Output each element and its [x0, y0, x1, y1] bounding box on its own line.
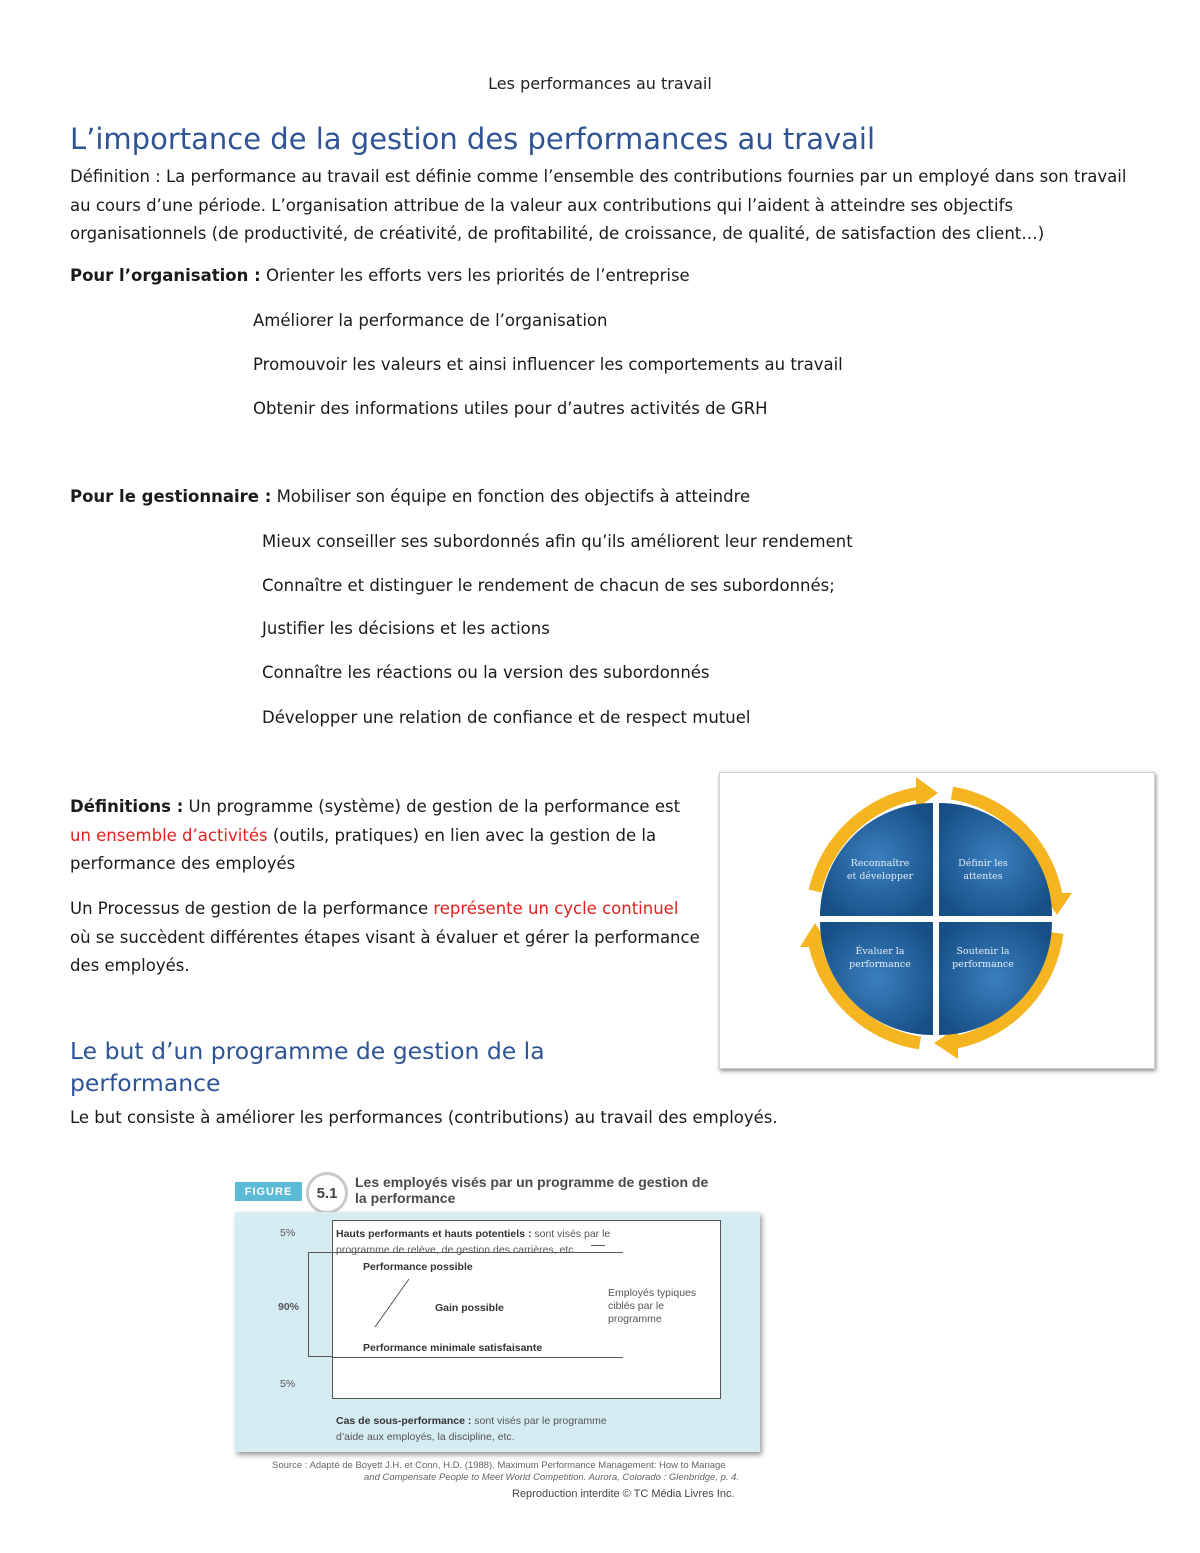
hauts-rest: sont visés par le [531, 1228, 611, 1240]
definition-label: Définition : [70, 167, 161, 186]
hauts-line2: programme de relève, de gestion des carrières, etc. [336, 1244, 577, 1256]
source-line2: and Compensate People to Meet World Competition. Aurora, Colorado : Glenbridge, p. 4. [364, 1472, 740, 1483]
gestionnaire-label: Pour le gestionnaire : [70, 487, 272, 506]
gestionnaire-item: Mieux conseiller ses subordonnés afin qu’ils améliorent leur rendement [262, 532, 853, 551]
cycle-label-support: Soutenir la [956, 946, 1010, 957]
employes-typiques [608, 1287, 720, 1326]
pct-top: 5% [280, 1227, 296, 1239]
section-heading-importance: L’importance de la gestion des performances au travail [70, 122, 876, 156]
organisation-item: Obtenir des informations utiles pour d’autres activités de GRH [253, 399, 768, 418]
gestionnaire-item: Mobiliser son équipe en fonction des objectifs à atteindre [276, 487, 751, 506]
gestionnaire-item: Justifier les décisions et les actions [262, 619, 550, 638]
definition-text: La performance au travail est définie comme l’ensemble des contributions fournies par un employé dans son travail au cours d’une période. L’organisation attribue de la valeur aux contributions qui l’aident à atteindre ses objectifs organisationnels (de productivité, de créativité, de profitabilité, de croissance, de qualité, de satisfaction des client…) [70, 167, 1127, 243]
gestionnaire-item: Développer une relation de confiance et de respect mutuel [262, 708, 751, 727]
cycle-label-define: attentes [963, 871, 1003, 882]
cycle-quadrants [820, 803, 1052, 1035]
divider-bottom [333, 1357, 623, 1358]
definitions-paragraph-2 [70, 895, 700, 981]
cycle-label-evaluate: Évaluer la [855, 946, 905, 957]
figure-badge: FIGURE [235, 1182, 302, 1201]
cycle-label-evaluate: performance [849, 959, 911, 970]
definitions-text: Un programme (système) de gestion de la performance est [183, 797, 681, 816]
cas-text [336, 1412, 666, 1444]
page-header-title: Les performances au travail [488, 74, 712, 93]
figure-source [272, 1460, 792, 1484]
cycle-arrowheads [800, 777, 1072, 1059]
process-text: où se succèdent différentes étapes visant à évaluer et gérer la performance des employés. [70, 927, 700, 975]
figure-title: Les employés visés par un programme de gestion de la performance [355, 1174, 709, 1206]
cycle-label-recognize: et développer [846, 871, 914, 882]
performance-cycle-diagram [719, 772, 1155, 1069]
section-heading-goal: Le but d’un programme de gestion de la performance [70, 1037, 545, 1097]
typiques-line2: ciblés par le programme [608, 1300, 665, 1325]
organisation-item-0-row [70, 266, 690, 285]
cas-line2: d’aide aux employés, la discipline, etc. [336, 1431, 515, 1443]
cycle-label-support: performance [952, 959, 1014, 970]
figure-number: 5.1 [306, 1172, 348, 1214]
definition-paragraph [70, 163, 1140, 249]
organisation-item: Promouvoir les valeurs et ainsi influencer les comportements au travail [253, 355, 843, 374]
pct-bottom: 5% [280, 1378, 296, 1390]
performance-possible: Performance possible [363, 1261, 473, 1273]
gain-line [373, 1277, 413, 1329]
cycle-arrows [815, 793, 1057, 1043]
gain-possible: Gain possible [435, 1302, 504, 1314]
organisation-label: Pour l’organisation : [70, 266, 261, 285]
figure-5-1 [230, 1168, 790, 1508]
typiques-line1: Employés typiques [608, 1287, 697, 1299]
source-line1: Source : Adapté de Boyett J.H. et Conn, H.D. (1988). Maximum Performance Management: How to Manage [272, 1460, 726, 1471]
bracket-bottom [308, 1356, 332, 1357]
goal-text: Le but consiste à améliorer les performances (contributions) au travail des employés. [70, 1108, 778, 1127]
pct-middle: 90% [278, 1301, 300, 1313]
figure-copyright: Reproduction interdite © TC Média Livres Inc. [512, 1488, 735, 1500]
organisation-item: Orienter les efforts vers les priorités de l’entreprise [265, 266, 690, 285]
cas-bold: Cas de sous-performance : [336, 1415, 472, 1427]
process-highlight: représente un cycle continuel [433, 899, 679, 918]
gestionnaire-item: Connaître et distinguer le rendement de chacun de ses subordonnés; [262, 576, 835, 595]
definitions-paragraph-1 [70, 793, 700, 879]
tick-top [591, 1245, 605, 1246]
performance-minimale: Performance minimale satisfaisante [363, 1342, 543, 1354]
gestionnaire-item: Connaître les réactions ou la version des subordonnés [262, 663, 710, 682]
gestionnaire-item-0-row [70, 487, 750, 506]
performance-cycle-svg [720, 773, 1154, 1068]
bracket-side [308, 1252, 309, 1356]
divider-top [333, 1252, 623, 1253]
cycle-label-recognize: Reconnaître [850, 858, 910, 869]
cas-rest: sont visés par le programme [471, 1415, 607, 1427]
hauts-bold: Hauts performants et hauts potentiels : [336, 1228, 532, 1240]
organisation-item: Améliorer la performance de l’organisation [253, 311, 608, 330]
definitions-text: (outils, pratiques) en lien avec la gestion de la performance des employés [70, 825, 657, 873]
quadrant-bottom-right [939, 922, 1052, 1035]
bracket-top [308, 1252, 332, 1253]
figure-panel [235, 1212, 760, 1452]
cycle-label-define: Définir les [958, 858, 1008, 869]
quadrant-bottom-left [820, 922, 933, 1035]
figure-inner-box [332, 1220, 721, 1399]
process-text: Un Processus de gestion de la performance [70, 899, 434, 918]
definitions-label: Définitions : [70, 797, 184, 816]
definitions-highlight: un ensemble d’activités [70, 825, 268, 845]
